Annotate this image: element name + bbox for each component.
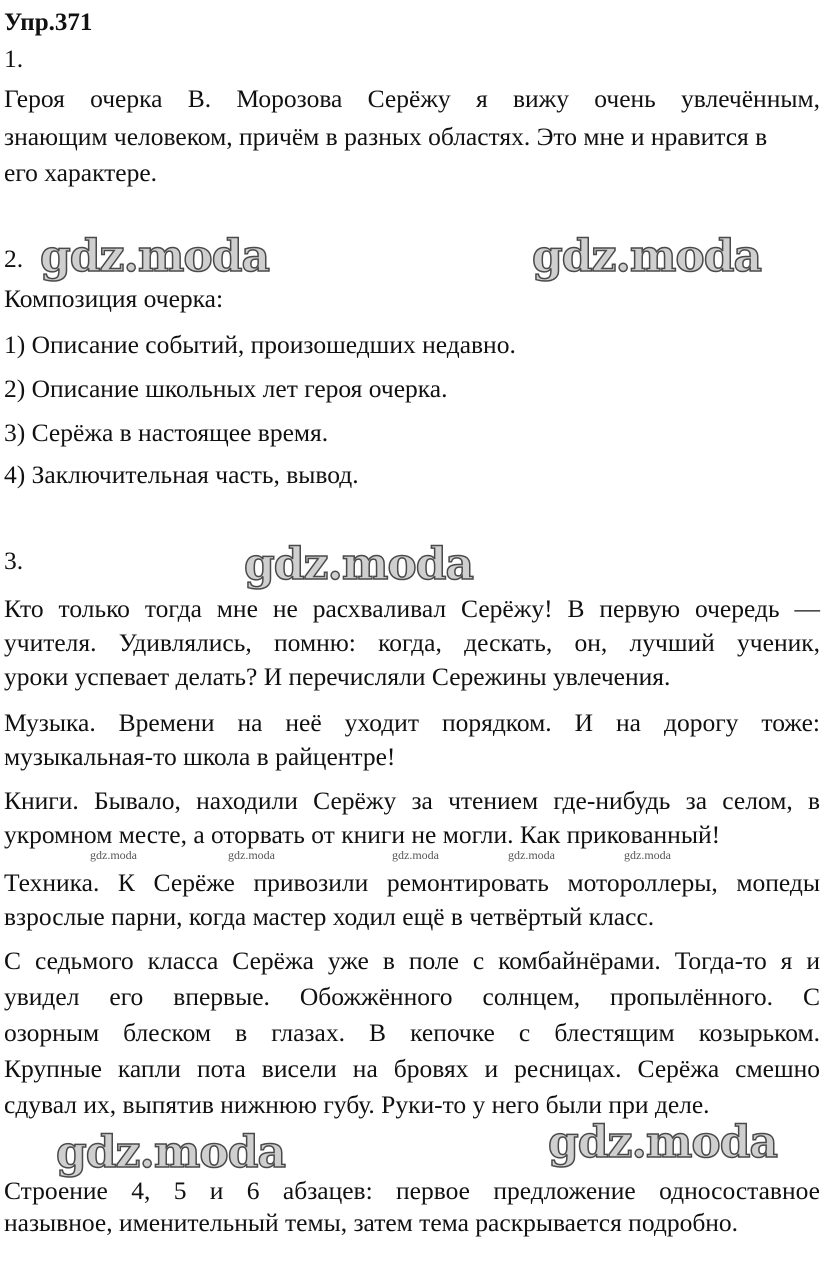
paragraph-line: Книги. Бывало, находили Серёжу за чтением где-нибудь за селом, в xyxy=(4,786,820,815)
watermark: gdz.moda xyxy=(532,231,762,282)
paragraph-line: Кто только тогда мне не расхваливал Серёжу! В первую очередь — xyxy=(4,594,820,623)
section-1-number: 1. xyxy=(4,44,24,73)
watermark: gdz.moda xyxy=(244,539,474,590)
watermark-small: gdz.moda xyxy=(90,848,137,862)
watermark: gdz.moda xyxy=(548,1117,778,1168)
paragraph-line: сдувал их, выпятив нижнюю губу. Руки-то у него были при деле. xyxy=(4,1090,710,1119)
paragraph-line: С седьмого класса Серёжа уже в поле с комбайнёрами. Тогда-то я и xyxy=(4,946,820,975)
composition-item: 1) Описание событий, произошедших недавно. xyxy=(4,330,516,359)
section-1-line: Героя очерка В. Морозова Серёжу я вижу очень увлечённым, xyxy=(4,84,820,113)
paragraph-line: взрослые парни, когда мастер ходил ещё в четвёртый класс. xyxy=(4,902,655,931)
watermark-small: gdz.moda xyxy=(228,848,275,862)
paragraph-line: укромном месте, а оторвать от книги не могли. Как прикованный! xyxy=(4,820,721,849)
paragraph-line: Техника. К Серёже привозили ремонтировать мотороллеры, мопеды xyxy=(4,868,820,897)
watermark-small: gdz.moda xyxy=(624,848,671,862)
section-1-line: знающим человеком, причём в разных областях. Это мне и нравится в xyxy=(4,122,768,151)
paragraph-line: учителя. Удивлялись, помню: когда, дескать, он, лучший ученик, xyxy=(4,628,820,657)
structure-line: назывное, именительный темы, затем тема раскрывается подробно. xyxy=(4,1208,739,1237)
paragraph-line: уроки успевает делать? И перечисляли Сережины увлечения. xyxy=(4,662,671,691)
paragraph-line: увидел его впервые. Обожжённого солнцем, пропылённого. С xyxy=(4,982,820,1011)
watermark: gdz.moda xyxy=(56,1127,286,1178)
section-2-number: 2. xyxy=(4,244,24,273)
composition-item: 2) Описание школьных лет героя очерка. xyxy=(4,374,448,403)
composition-item: 3) Серёжа в настоящее время. xyxy=(4,418,329,447)
section-2-heading: Композиция очерка: xyxy=(4,284,224,313)
composition-item: 4) Заключительная часть, вывод. xyxy=(4,460,359,489)
paragraph-line: Крупные капли пота висели на бровях и ресницах. Серёжа смешно xyxy=(4,1054,820,1083)
paragraph-line: музыкальная-то школа в райцентре! xyxy=(4,742,396,771)
watermark-small: gdz.moda xyxy=(508,848,555,862)
paragraph-line: озорным блеском в глазах. В кепочке с блестящим козырьком. xyxy=(4,1018,820,1047)
exercise-title: Упр.371 xyxy=(4,9,93,36)
paragraph-line: Музыка. Времени на неё уходит порядком. И на дорогу тоже: xyxy=(4,708,820,737)
watermark: gdz.moda xyxy=(40,231,270,282)
section-1-line: его характере. xyxy=(4,158,158,187)
section-3-number: 3. xyxy=(4,546,24,575)
watermark-small: gdz.moda xyxy=(392,848,439,862)
structure-line: Строение 4, 5 и 6 абзацев: первое предложение односоставное xyxy=(4,1176,820,1205)
